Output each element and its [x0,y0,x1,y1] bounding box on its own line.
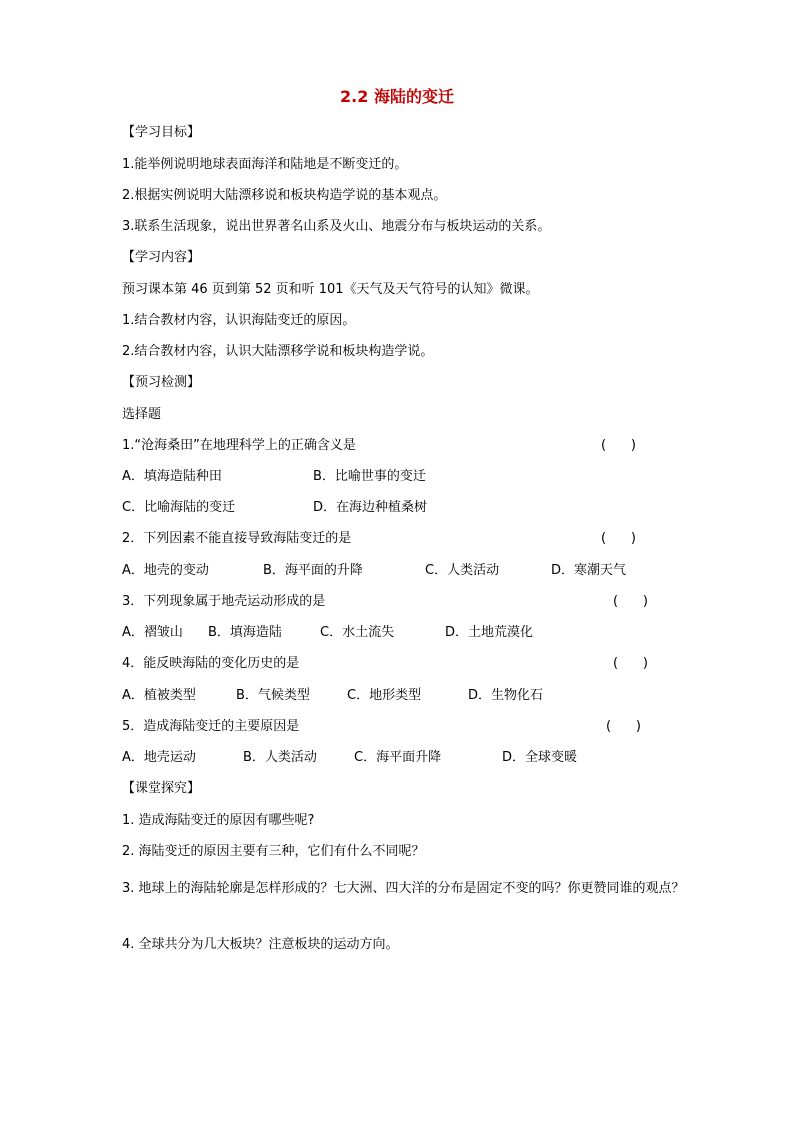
content-item: 预习课本第 46 页到第 52 页和听 101《天气及天气符号的认知》微课。 [122,282,539,297]
goals-header: 【学习目标】 [122,125,201,140]
question-option: A．地壳的变动 [122,563,209,578]
explore-header: 【课堂探究】 [122,781,201,796]
explore-item: 1. 造成海陆变迁的原因有哪些呢? [122,813,315,828]
question-option: B．比喻世事的变迁 [313,469,426,484]
question-stem: 3．下列现象属于地壳运动形成的是 [122,594,326,609]
check-header: 【预习检测】 [122,375,201,390]
answer-blank: ( ) [613,594,648,609]
answer-blank: ( ) [613,656,648,671]
question-option: C．比喻海陆的变迁 [122,500,236,515]
question-option: D．在海边种植桑树 [313,500,428,515]
question-option: B．海平面的升降 [263,563,363,578]
page-title: 2.2 海陆的变迁 [340,87,454,106]
question-option: D．土地荒漠化 [445,625,534,640]
question-option: C．海平面升降 [354,750,442,765]
choice-label: 选择题 [122,407,162,422]
question-option: A．褶皱山 [122,625,183,640]
explore-item: 4. 全球共分为几大板块？注意板块的运动方向。 [122,937,399,952]
goal-item: 3.联系生活现象，说出世界著名山系及火山、地震分布与板块运动的关系。 [122,219,551,234]
answer-blank: ( ) [601,438,636,453]
question-stem: 2．下列因素不能直接导致海陆变迁的是 [122,531,352,546]
question-option: A．填海造陆种田 [122,469,222,484]
question-option: A．植被类型 [122,688,196,703]
explore-item: 2. 海陆变迁的原因主要有三种，它们有什么不同呢？ [122,844,425,859]
question-option: B．人类活动 [243,750,317,765]
question-option: D．生物化石 [468,688,544,703]
content-item: 1.结合教材内容，认识海陆变迁的原因。 [122,313,356,328]
question-stem: 5．造成海陆变迁的主要原因是 [122,719,300,734]
question-option: B．气候类型 [236,688,310,703]
explore-item-wrapped [94,873,712,904]
answer-blank: ( ) [601,531,636,546]
question-option: D．全球变暖 [502,750,578,765]
question-option: C．人类活动 [425,563,500,578]
question-stem: 4．能反映海陆的变化历史的是 [122,656,300,671]
explore-item-text: 3. 地球上的海陆轮廓是怎样形成的？七大洲、四大洋的分布是固定不变的吗？你更赞同谁的观点？ [122,881,685,896]
question-option: D．寒潮天气 [551,563,627,578]
question-stem: 1.“沧海桑田”在地理科学上的正确含义是 [122,438,356,453]
content-item: 2.结合教材内容，认识大陆漂移学说和板块构造学说。 [122,344,434,359]
goal-item: 1.能举例说明地球表面海洋和陆地是不断变迁的。 [122,157,408,172]
content-header: 【学习内容】 [122,250,201,265]
question-option: C．地形类型 [347,688,422,703]
goal-item: 2.根据实例说明大陆漂移说和板块构造学说的基本观点。 [122,188,447,203]
question-option: C．水土流失 [320,625,395,640]
question-option: B．填海造陆 [208,625,282,640]
answer-blank: ( ) [606,719,641,734]
question-option: A．地壳运动 [122,750,196,765]
